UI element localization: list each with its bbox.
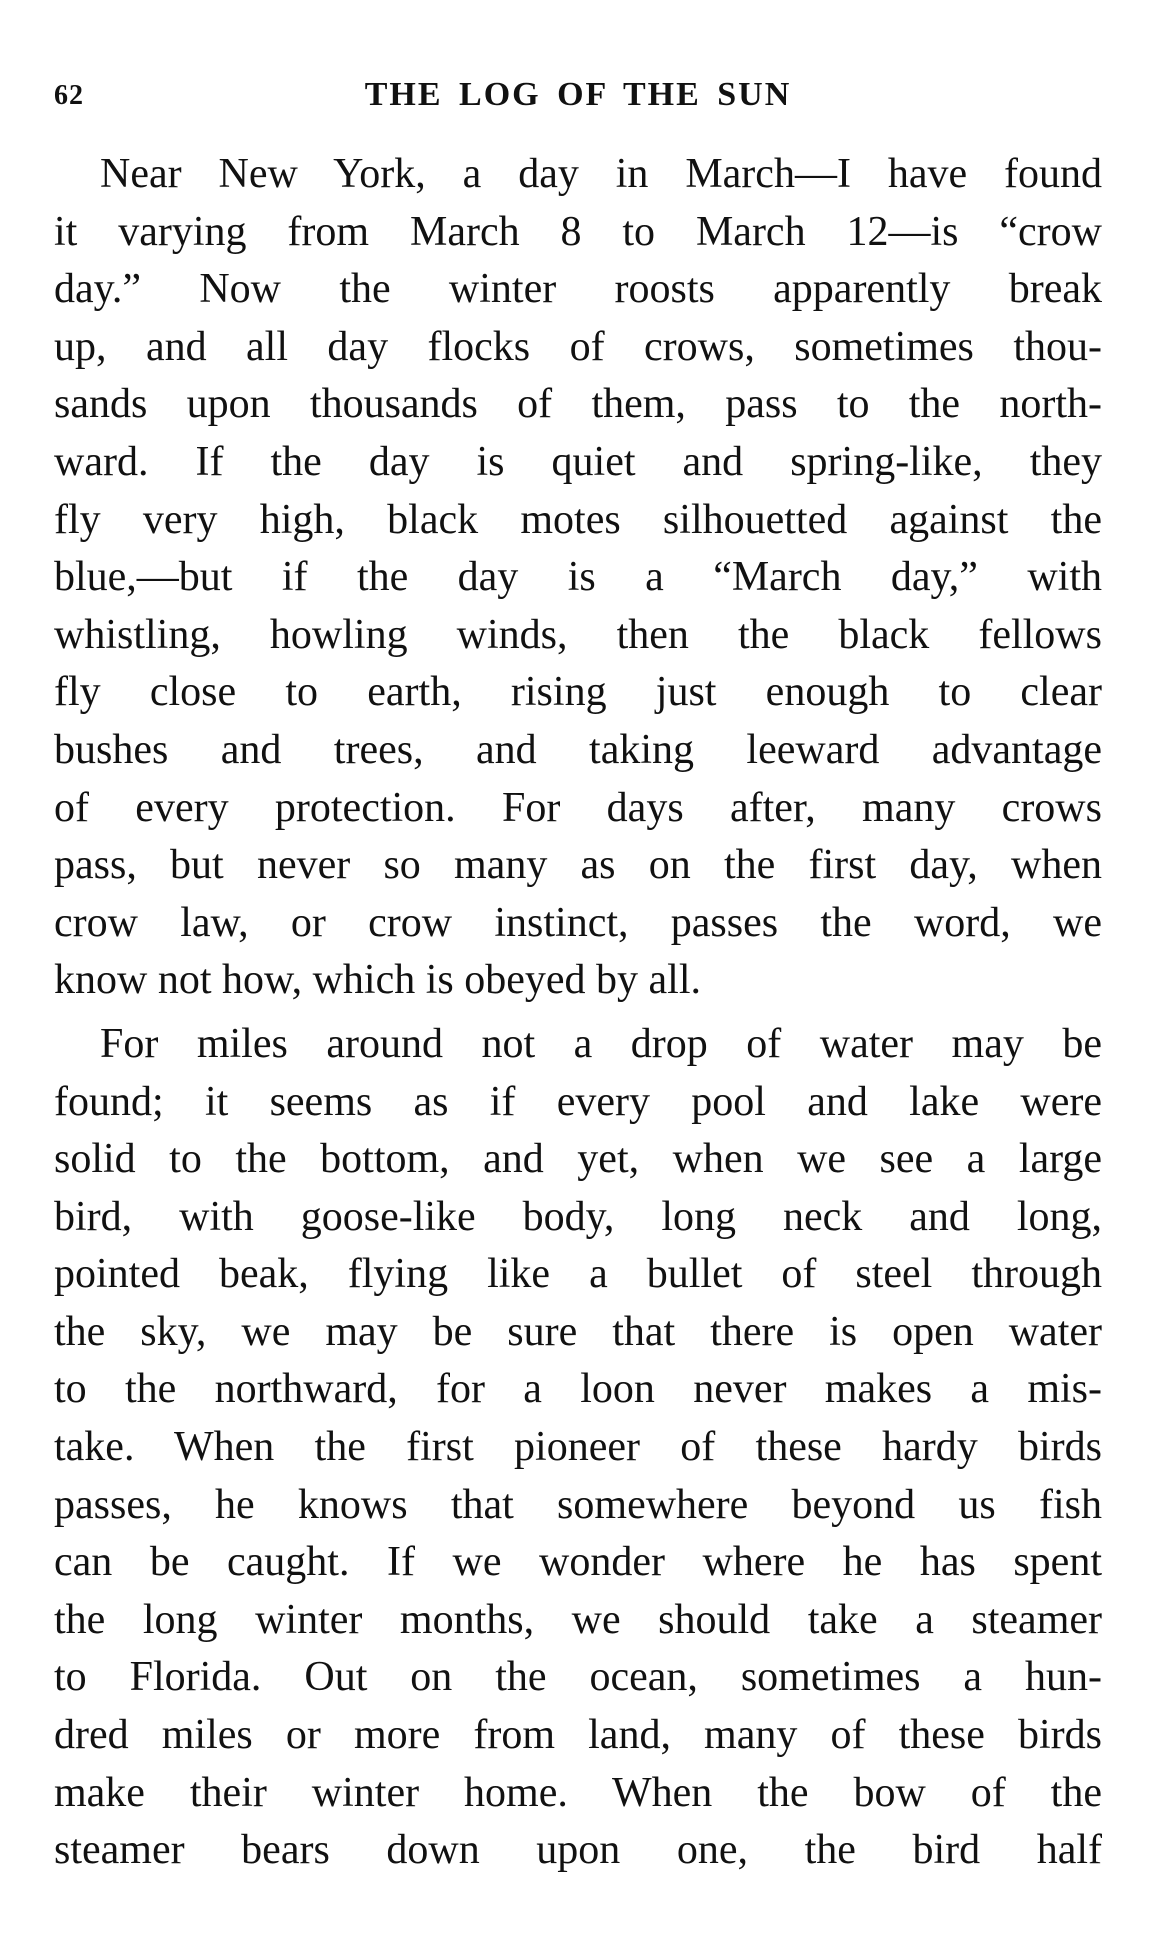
text-line: bird, with goose-like body, long neck and long, (54, 1193, 1102, 1240)
page-number: 62 (54, 80, 84, 111)
body-text (54, 146, 1102, 1880)
text-line: sands upon thousands of them, pass to the north- (54, 381, 1102, 428)
text-line: Near New York, a day in March—I have found (100, 151, 1102, 197)
text-line: fly close to earth, rising just enough to clear (54, 669, 1102, 716)
text-line: the long winter months, we should take a steamer (54, 1596, 1102, 1643)
text-line: blue,—but if the day is a “March day,” with (54, 554, 1102, 601)
text-line: passes, he knows that somewhere beyond us fish (54, 1481, 1102, 1528)
text-line: pass, but never so many as on the first day, when (54, 842, 1102, 889)
text-line: bushes and trees, and taking leeward advantage (54, 726, 1102, 773)
text-line: up, and all day flocks of crows, sometimes thou- (54, 323, 1102, 370)
paragraph-crow-day (54, 146, 1102, 1010)
text-line: make their winter home. When the bow of the (54, 1769, 1102, 1816)
text-line: solid to the bottom, and yet, when we see a large (54, 1136, 1102, 1183)
paragraph-loon (54, 1016, 1102, 1880)
page-header (54, 70, 1102, 126)
text-line: found; it seems as if every pool and lake were (54, 1078, 1102, 1125)
text-line: pointed beak, flying like a bullet of steel through (54, 1251, 1102, 1298)
text-line: to the northward, for a loon never makes a mis- (54, 1366, 1102, 1413)
text-line: to Florida. Out on the ocean, sometimes a hun- (54, 1654, 1102, 1701)
text-line: can be caught. If we wonder where he has spent (54, 1539, 1102, 1586)
text-line: whistling, howling winds, then the black fellows (54, 611, 1102, 658)
text-line: it varying from March 8 to March 12—is “crow (54, 208, 1102, 255)
text-line: steamer bears down upon one, the bird half (54, 1827, 1102, 1874)
text-line: day.” Now the winter roosts apparently break (54, 266, 1102, 313)
text-line: ward. If the day is quiet and spring-like, they (54, 438, 1102, 485)
running-title: THE LOG OF THE SUN (364, 76, 792, 113)
text-line: dred miles or more from land, many of these birds (54, 1712, 1102, 1759)
text-line: take. When the first pioneer of these hardy birds (54, 1424, 1102, 1471)
text-line: of every protection. For days after, many crows (54, 784, 1102, 831)
text-line: know not how, which is obeyed by all. (54, 957, 702, 1004)
text-line: the sky, we may be sure that there is open water (54, 1308, 1102, 1355)
text-line: fly very high, black motes silhouetted against the (54, 496, 1102, 543)
text-line: For miles around not a drop of water may be (100, 1020, 1102, 1067)
text-line: crow law, or crow instinct, passes the word, we (54, 899, 1102, 946)
